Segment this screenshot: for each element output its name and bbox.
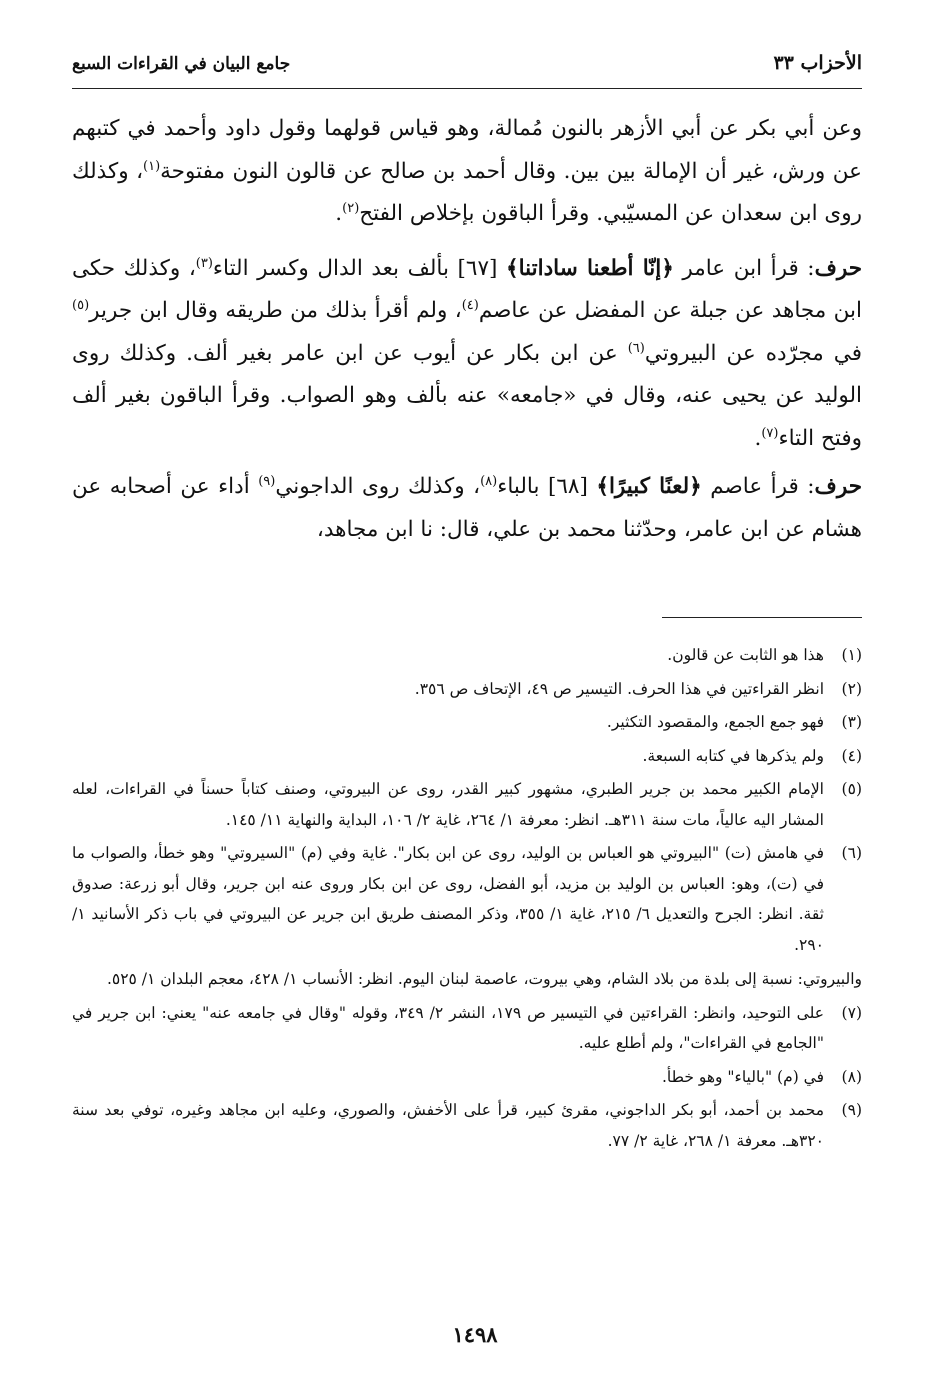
footnote-number: (٣) — [841, 713, 862, 731]
running-header — [72, 48, 862, 89]
paragraph-2: حرف: قرأ ابن عامر ﴿إنّا أطعنا ساداتنا﴾ [٦٧] بألف بعد الدال وكسر التاء$^{(٣)}$، وكذلك حكى ابن مجاهد عن جبلة عن المفضل عن عاصم$^{(٤)}$، ولم أقرأ بذلك من طريقه وقال ابن جرير$^{(٥)}$ في مجرّده عن البيروتي$^{(٦)}$ عن ابن بكار عن أيوب عن ابن عامر بغير ألف. وكذلك روى الوليد عن يحيى عنه، وقال في «جامعه» عنه بألف وهو الصواب. وقرأ الباقون بغير ألف وفتح التاء$^{(٧)}$. — [72, 255, 863, 451]
footnote: (٩) محمد بن أحمد، أبو بكر الداجوني، مقرئ كبير، قرأ على الأخفش، والصوري، وعليه ابن مجاهد وغيره، توفي بعد سنة ٣٢٠هـ. معرفة ١/ ٢٦٨، غاية ٢/ ٧٧. — [72, 1095, 862, 1156]
footnote-number: (١) — [841, 646, 862, 664]
footnote-divider — [662, 617, 862, 618]
paragraph-3: حرف: قرأ عاصم ﴿لعنًا كبيرًا﴾ [٦٨] بالباء$^{(٨)}$، وكذلك روى الداجوني$^{(٩)}$ أداء عن أصحابه عن هشام عن ابن عامر، وحدّثنا محمد بن علي، قال: نا ابن مجاهد، — [72, 473, 862, 542]
footnote-number: (٩) — [841, 1101, 862, 1119]
footnote: (٧) على التوحيد، وانظر: القراءتين في التيسير ص ١٧٩، النشر ٢/ ٣٤٩، وقوله "وقال في جامعه عنه" يعني: ابن جرير في "الجامع في القراءات"، ولم أطلع عليه. — [72, 998, 862, 1059]
footnote-number: (٢) — [841, 679, 862, 698]
footnote-ref-8[interactable]: (٨) — [480, 473, 498, 489]
footnote-continuation: والبيروتي: نسبة إلى بلدة من بلاد الشام، وهي بيروت، عاصمة لبنان اليوم. انظر: الأنساب ١/ ٤٢٨، معجم البلدان ١/ ٥٢٥. — [106, 970, 862, 988]
book-title: جامع البيان في القراءات السبع — [72, 54, 291, 74]
quran-verse: ﴿لعنًا كبيرًا﴾ — [596, 474, 702, 499]
main-text — [72, 108, 862, 557]
footnote-number: (٦) — [841, 844, 862, 862]
footnote-ref-6[interactable]: (٦) — [627, 340, 645, 356]
paragraph-1: وعن أبي بكر عن أبي الأزهر بالنون مُمالة، وهو قياس قولهما وقول داود وأحمد في كتبهم عن ورش، غير أن الإمالة بين بين. وقال أحمد بن صالح عن قالون النون مفتوحة$^{(١)}$، وكذلك روى ابن سعدان عن المسيّبي. وقرأ الباقون بإخلاص الفتح$^{(٢)}$. — [72, 116, 862, 226]
harf-keyword: حرف — [814, 255, 863, 281]
footnote-ref-3[interactable]: (٣) — [195, 255, 213, 271]
footnote-ref-4[interactable]: (٤) — [461, 297, 479, 313]
footnote-ref-7[interactable]: (٧) — [761, 425, 779, 441]
chapter-heading: الأحزاب ٣٣ — [773, 52, 862, 74]
footnote: (٥) الإمام الكبير محمد بن جرير الطبري، مشهور كبير القدر، روى عن البيروتي، وصنف كتاباً حسناً في القراءات، لعله المشار اليه عالياً، مات سنة ٣١١هـ. انظر: معرفة ١/ ٢٦٤، غاية ٢/ ١٠٦، البداية والنهاية ١١/ ١٤٥. — [72, 774, 862, 835]
footnote: (٢) انظر القراءتين في هذا الحرف. التيسير ص ٤٩، الإتحاف ص ٣٥٦. — [72, 674, 862, 705]
harf-keyword: حرف — [814, 474, 862, 499]
footnote-ref-2[interactable]: (٢) — [342, 200, 360, 216]
footnote: (١) هذا هو الثابت عن قالون. — [72, 640, 862, 671]
footnote-number: (٧) — [841, 1003, 862, 1022]
footnotes — [72, 640, 862, 1159]
footnote-ref-1[interactable]: (١) — [143, 158, 161, 174]
footnote-ref-9[interactable]: (٩) — [258, 473, 276, 489]
quran-verse: ﴿إنّا أطعنا ساداتنا﴾ — [506, 255, 674, 281]
page-number: ١٤٩٨ — [452, 1322, 498, 1347]
footnote-ref-5[interactable]: (٥) — [72, 297, 90, 313]
footnote: (٤) ولم يذكرها في كتابه السبعة. — [72, 741, 862, 772]
footnote: (٣) فهو جمع الجمع، والمقصود التكثير. — [72, 707, 862, 738]
footnote-number: (٥) — [841, 780, 862, 798]
footnote: (٦) في هامش (ت) "البيروتي هو العباس بن الوليد، روى عن ابن بكار". غاية وفي (م) "السيروتي" وهو خطأ، والصواب ما في (ت)، وهو: العباس بن الوليد بن مزيد، أبو الفضل، روى عن ابن بكار وروى عنه ابن جرير، وقال أبو زرعة: صدوق ثقة. انظر: الجرح والتعديل ٦/ ٢١٥، غاية ١/ ٣٥٥، وذكر المصنف طريق ابن جرير عن البيروتي في باب ذكر الأسانيد ١/ ٢٩٠. — [72, 838, 862, 960]
footnote-number: (٨) — [841, 1067, 862, 1086]
footnote: (٨) في (م) "بالياء" وهو خطأ. — [72, 1062, 862, 1093]
footnote-number: (٤) — [841, 746, 862, 765]
